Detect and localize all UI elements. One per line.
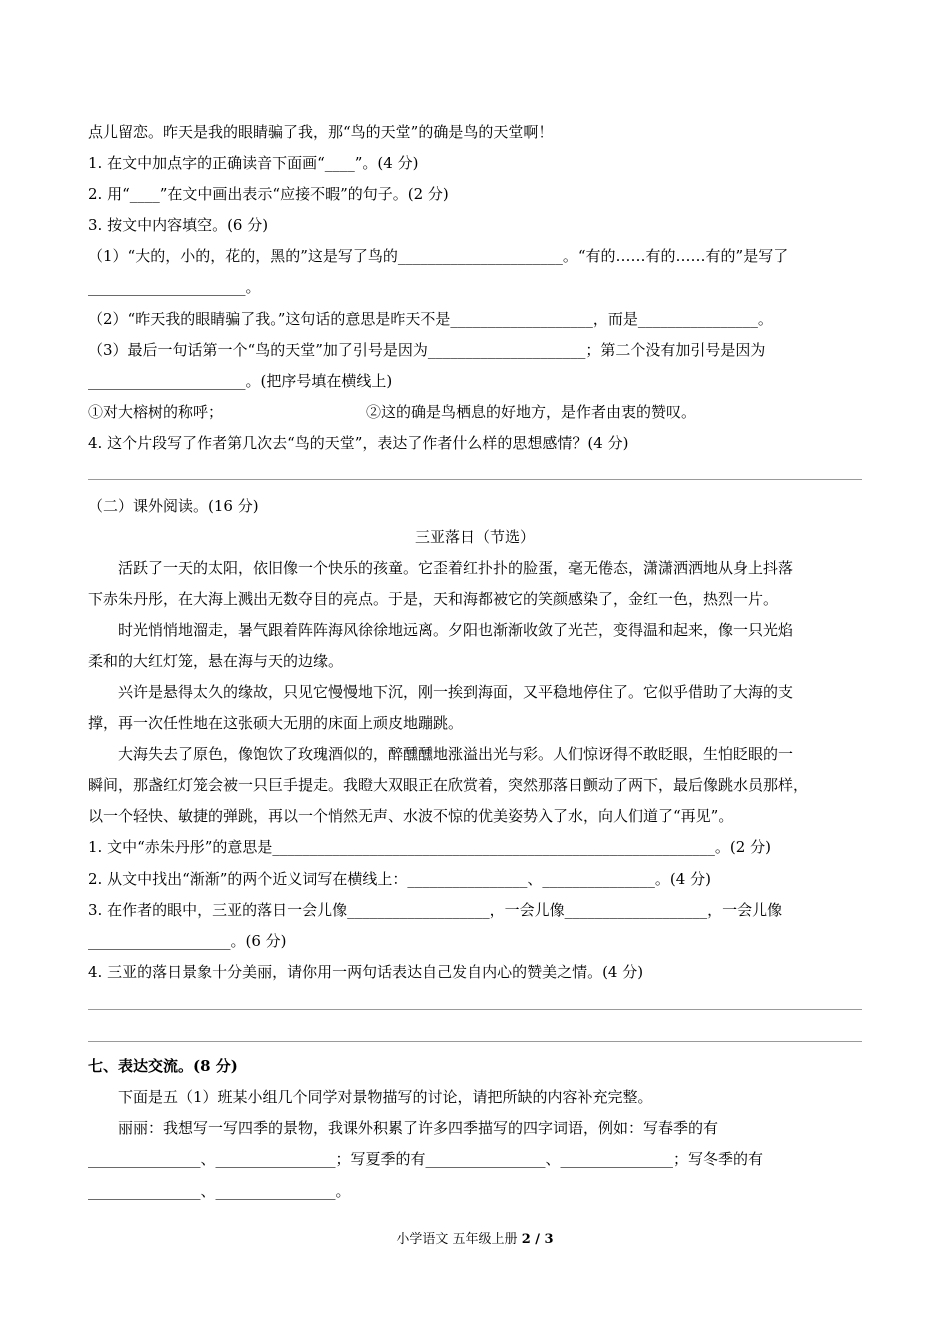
paragraph-line: 丽丽：我想写一写四季的景物，我课外积累了许多四季描写的四字词语，例如：写春季的有 [118,1119,719,1137]
paragraph-line: 活跃了一天的太阳，依旧像一个快乐的孩童。它歪着红扑扑的脸蛋，毫无倦态，潇潇洒洒地从身上抖落 [118,559,794,577]
answer-line [88,1041,862,1042]
section-seven-heading: 七、表达交流。(8 分) [88,1057,238,1075]
reading-question-2: 2. 从文中找出“渐渐”的两个近义词写在横线上：________________、_______________。(4 分) [88,870,711,888]
question-3-part-1-cont: _____________________。 [88,278,261,296]
paragraph-line: _______________、________________。 [88,1182,351,1200]
question-3-part-1: （1）“大的，小的，花的，黑的”这是写了鸟的______________________。“有的……有的……有的”是写了 [88,247,789,265]
reading-question-1: 1. 文中“赤朱丹彤”的意思是___________________________________________________________。(2 分) [88,838,771,856]
page-footer [0,1231,950,1249]
question-4: 4. 这个片段写了作者第几次去“鸟的天堂”，表达了作者什么样的思想感情？(4 分) [88,434,629,452]
reading-question-4: 4. 三亚的落日景象十分美丽，请你用一两句话表达自己发自内心的赞美之情。(4 分) [88,963,644,981]
paragraph-line: 以一个轻快、敏捷的弹跳，再以一个悄然无声、水波不惊的优美姿势入了水，向人们道了“再见”。 [88,807,734,825]
options-line: ①对大榕树的称呼； ②这的确是鸟栖息的好地方，是作者由衷的赞叹。 [88,403,697,421]
reading-question-3-cont: ___________________。(6 分) [88,932,287,950]
paragraph-line: 下赤朱丹彤，在大海上溅出无数夺目的亮点。于是，天和海都被它的笑颜感染了，金红一色，热烈一片。 [88,590,779,608]
question-3-part-3: （3）最后一句话第一个“鸟的天堂”加了引号是因为_____________________；第二个没有加引号是因为 [88,341,766,359]
text-line: 点儿留恋。昨天是我的眼睛骗了我，那“鸟的天堂”的确是鸟的天堂啊！ [88,123,554,141]
paragraph-line: 大海失去了原色，像饱饮了玫瑰酒似的，醉醺醺地涨溢出光与彩。人们惊讶得不敢眨眼，生怕眨眼的一 [118,745,794,763]
paragraph-line: 柔和的大红灯笼，悬在海与天的边缘。 [88,652,344,670]
paragraph-line: _______________、________________；写夏季的有________________、_______________；写冬季的有 [88,1150,764,1168]
paragraph-line: 下面是五（1）班某小组几个同学对景物描写的讨论，请把所缺的内容补充完整。 [118,1088,653,1106]
paragraph-line: 瞬间，那盏红灯笼会被一只巨手提走。我瞪大双眼正在欣赏着，突然那落日颤动了两下，最后像跳水员那样， [88,776,809,794]
question-2: 2. 用“____”在文中画出表示“应接不暇”的句子。(2 分) [88,185,449,203]
section-heading: （二）课外阅读。(16 分) [88,497,259,515]
passage-title: 三亚落日（节选） [414,528,535,546]
answer-line [88,1009,862,1010]
question-3-part-2: （2）“昨天我的眼睛骗了我。”这句话的意思是昨天不是___________________，而是________________。 [88,310,773,328]
paragraph-line: 兴许是悬得太久的缘故，只见它慢慢地下沉，刚一挨到海面，又平稳地停住了。它似乎借助了大海的支 [118,683,794,701]
question-3: 3. 按文中内容填空。(6 分) [88,216,269,234]
question-1: 1. 在文中加点字的正确读音下面画“____”。(4 分) [88,154,419,172]
page-number: 2 / 3 [521,1232,554,1247]
question-3-part-3-cont: _____________________。(把序号填在横线上) [88,372,393,390]
answer-line [88,479,862,480]
paragraph-line: 时光悄悄地溜走，暑气跟着阵阵海风徐徐地远离。夕阳也渐渐收敛了光芒，变得温和起来，像一只光焰 [118,621,794,639]
footer-subject: 小学语文 五年级上册 [396,1232,522,1247]
reading-question-3: 3. 在作者的眼中，三亚的落日一会儿像___________________，一会儿像___________________，一会儿像 [88,901,783,919]
paragraph-line: 撑，再一次任性地在这张硕大无朋的床面上顽皮地蹦跳。 [88,714,464,732]
